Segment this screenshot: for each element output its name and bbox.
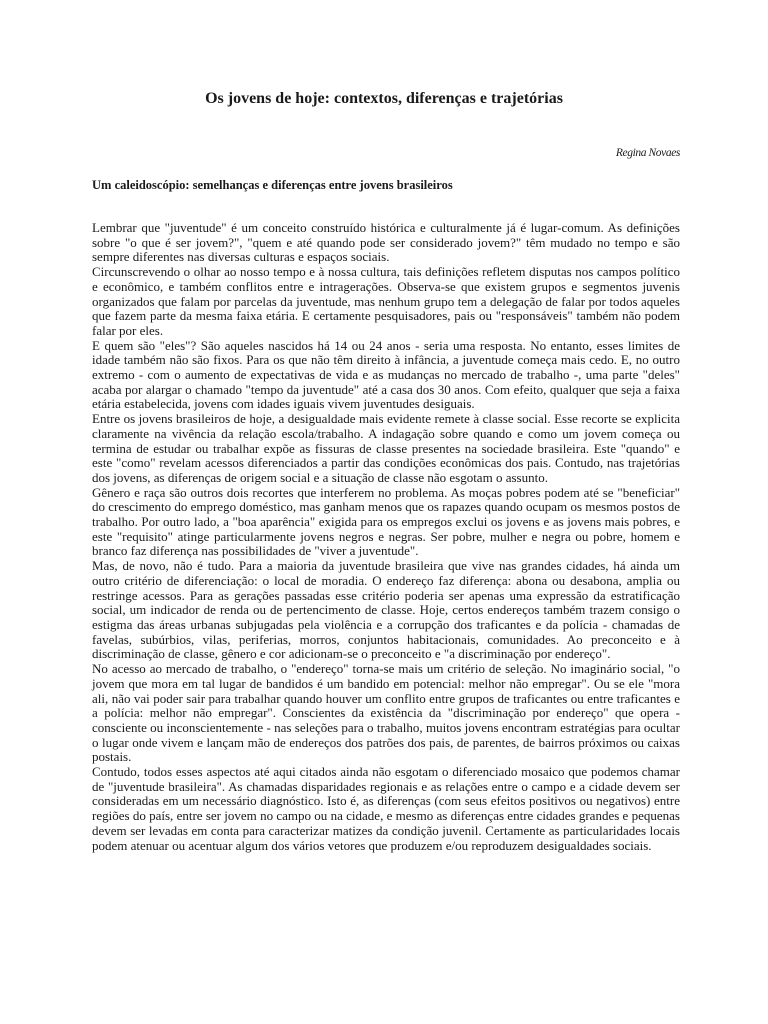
document-body	[92, 221, 680, 853]
paragraph: Lembrar que "juventude" é um conceito construído histórica e culturalmente já é lugar-comum. As definições sobre "o que é ser jovem?", "quem e até quando pode ser considerado jovem?" têm mudado no tempo e são sempre diferentes nas diversas culturas e espaços sociais.	[92, 220, 680, 265]
paragraph: Circunscrevendo o olhar ao nosso tempo e à nossa cultura, tais definições refletem disputas nos campos político e econômico, e também conflitos entre e intragerações. Observa-se que existem grupos e segmentos juvenis organizados que falam por parcelas da juventude, mas nenhum grupo tem a delegação de falar por todos aqueles que fazem parte da mesma faixa etária. E certamente pesquisadores, pais ou "responsáveis" também não podem falar por eles.	[92, 264, 680, 338]
document-title: Os jovens de hoje: contextos, diferenças e trajetórias	[205, 90, 563, 107]
paragraph: Gênero e raça são outros dois recortes que interferem no problema. As moças pobres podem até se "beneficiar" do crescimento do emprego doméstico, mas ganham menos que os rapazes quando ocupam os mesmos postos de trabalho. Por outro lado, a "boa aparência" exigida para os empregos exclui os jovens e as jovens mais pobres, e este "requisito" atinge particularmente jovens negros e negras. Ser pobre, mulher e negra ou pobre, homem e branco faz diferença nas possibilidades de "viver a juventude".	[92, 484, 680, 559]
section-heading: Um caleidoscópio: semelhanças e diferenças entre jovens brasileiros	[92, 178, 453, 192]
paragraph: No acesso ao mercado de trabalho, o "endereço" torna-se mais um critério de seleção. No imaginário social, "o jovem que mora em tal lugar de bandidos é um bandido em potencial: melhor não empregar". Ou se ele "mora ali, não vai poder sair para trabalhar quando houver um conflito entre grupos de traficantes ou entre traficantes e a polícia: melhor não empregar". Conscientes da existência da "discriminação por endereço" que opera -consciente ou inconscientemente - nas seleções para o trabalho, muitos jovens encontram estratégias para ocultar o lugar onde vivem e lançam mão de endereços dos patrões dos pais, de parentes, de bairros próximos ou caixas postais.	[92, 661, 680, 765]
paragraph: E quem são "eles"? São aqueles nascidos há 14 ou 24 anos - seria uma resposta. No entanto, esses limites de idade também não são fixos. Para os que não têm direito à infância, a juventude começa mais cedo. E, no outro extremo - com o aumento de expectativas de vida e as mudanças no mercado de trabalho -, uma parte "deles" acaba por alargar o chamado "tempo da juventude" até a casa dos 30 anos. Com efeito, qualquer que seja a faixa etária estabelecida, jovens com idades iguais vivem juventudes desiguais.	[92, 337, 680, 412]
author-name: Regina Novaes	[615, 147, 680, 159]
paragraph: Entre os jovens brasileiros de hoje, a desigualdade mais evidente remete à classe social. Esse recorte se explicita claramente na vivência da relação escola/trabalho. A indagação sobre quando e como um jovem começa ou termina de estudar ou trabalhar expõe as fissuras de classe presentes na sociedade brasileira. Este "quando" e este "como" revelam acessos diferenciados a partir das condições econômicas dos pais. Contudo, nas trajetórias dos jovens, as diferenças de origem social e a situação de classe não esgotam o assunto.	[92, 411, 680, 485]
paragraph: Mas, de novo, não é tudo. Para a maioria da juventude brasileira que vive nas grandes cidades, há ainda um outro critério de diferenciação: o local de moradia. O endereço faz diferença: abona ou desabona, amplia ou restringe acessos. Para as gerações passadas esse critério poderia ser apenas uma expressão da estratificação social, um indicador de renda ou de pertencimento de classe. Hoje, certos endereços também trazem consigo o estigma das áreas urbanas subjugadas pela violência e a corrupção dos traficantes e da polícia - chamadas de favelas, subúrbios, vilas, periferias, morros, conjuntos habitacionais, comunidades. Ao preconceito e à discriminação de classe, gênero e cor adicionam-se o preconceito e "a discriminação por endereço".	[92, 558, 680, 662]
paragraph: Contudo, todos esses aspectos até aqui citados ainda não esgotam o diferenciado mosaico que podemos chamar de "juventude brasileira". As chamadas disparidades regionais e as relações entre o campo e a cidade devem ser consideradas em um necessário diagnóstico. Isto é, as diferenças (com seus efeitos positivos ou negativos) entre regiões do país, entre ser jovem no campo ou na cidade, e mesmo as diferenças entre cidades grandes e pequenas devem ser levadas em conta para caracterizar matizes da condição juvenil. Certamente as particularidades locais podem atenuar ou acentuar algum dos vários vetores que produzem e/ou reproduzem desigualdades sociais.	[92, 764, 680, 853]
